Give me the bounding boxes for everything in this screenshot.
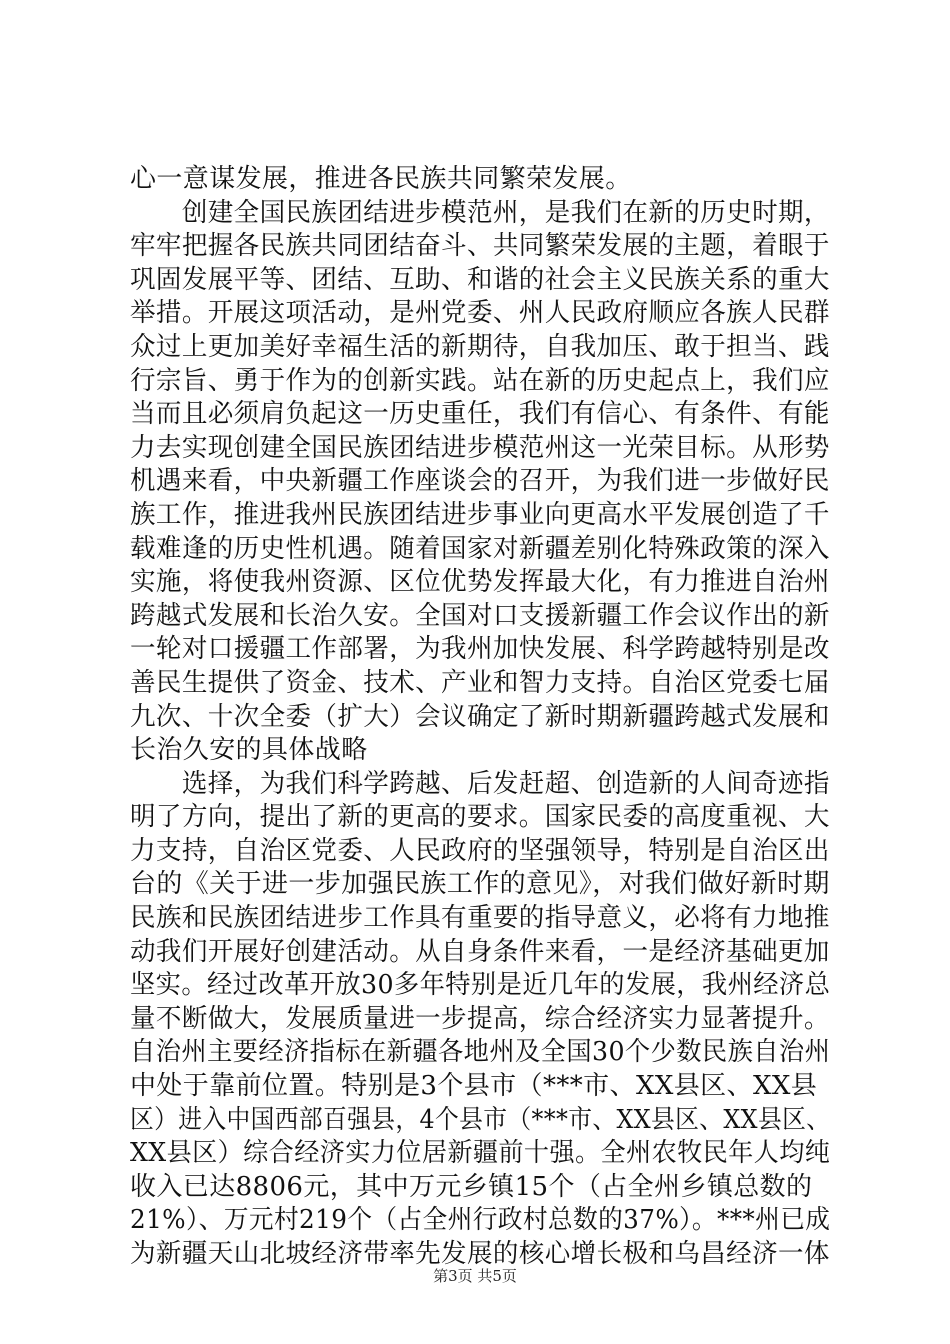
text-line: 行宗旨、勇于作为的创新实践。站在新的历史起点上，我们应 xyxy=(130,365,830,396)
text-line: 九次、十次全委（扩大）会议确定了新时期新疆跨越式发展和 xyxy=(130,701,830,732)
text-line: 举措。开展这项活动，是州党委、州人民政府顺应各族人民群 xyxy=(130,298,830,329)
text-line: 一轮对口援疆工作部署，为我州加快发展、科学跨越特别是改 xyxy=(130,634,830,665)
text-line: 民族和民族团结进步工作具有重要的指导意义，必将有力地推 xyxy=(130,903,830,934)
text-line: 众过上更加美好幸福生活的新期待，自我加压、敢于担当、践 xyxy=(130,331,830,362)
text-line: 量不断做大，发展质量进一步提高，综合经济实力显著提升。 xyxy=(130,1003,830,1034)
text-line: 心一意谋发展，推进各民族共同繁荣发展。 xyxy=(130,164,632,194)
text-line: 收入已达8806元，其中万元乡镇15个（占全州乡镇总数的 xyxy=(130,1171,813,1202)
text-line: 坚实。经过改革开放30多年特别是近几年的发展，我州经济总 xyxy=(130,970,831,1001)
text-line: 巩固发展平等、团结、互助、和谐的社会主义民族关系的重大 xyxy=(130,264,830,295)
text-line: 善民生提供了资金、技术、产业和智力支持。自治区党委七届 xyxy=(130,667,830,698)
text-line: 牢牢把握各民族共同团结奋斗、共同繁荣发展的主题，着眼于 xyxy=(130,231,830,262)
text-line: 动我们开展好创建活动。从自身条件来看，一是经济基础更加 xyxy=(130,936,830,967)
text-line: 载难逢的历史性机遇。随着国家对新疆差别化特殊政策的深入 xyxy=(130,533,830,564)
text-line: 21%）、万元村219个（占全州行政村总数的37%）。***州已成 xyxy=(130,1205,831,1236)
text-line: 创建全国民族团结进步模范州，是我们在新的历史时期， xyxy=(130,197,830,228)
text-line: 自治州主要经济指标在新疆各地州及全国30个少数民族自治州 xyxy=(130,1037,831,1068)
body-text xyxy=(130,163,830,1272)
text-line: 实施，将使我州资源、区位优势发挥最大化，有力推进自治州 xyxy=(130,567,830,598)
text-line: 族工作，推进我州民族团结进步事业向更高水平发展创造了千 xyxy=(130,499,830,530)
text-line: 机遇来看，中央新疆工作座谈会的召开，为我们进一步做好民 xyxy=(130,466,830,497)
text-line: 明了方向，提出了新的更高的要求。国家民委的高度重视、大 xyxy=(130,802,830,833)
text-line: 当而且必须肩负起这一历史重任，我们有信心、有条件、有能 xyxy=(130,399,830,430)
text-line: 跨越式发展和长治久安。全国对口支援新疆工作会议作出的新 xyxy=(130,600,830,631)
text-line: 中处于靠前位置。特别是3个县市（***市、XX县区、XX县 xyxy=(130,1071,818,1102)
text-line: 选择，为我们科学跨越、后发赶超、创造新的人间奇迹指 xyxy=(130,768,830,799)
text-line: 力支持，自治区党委、人民政府的坚强领导，特别是自治区出 xyxy=(130,835,830,866)
text-line: XX县区）综合经济实力位居新疆前十强。全州农牧民年人均纯 xyxy=(130,1138,831,1169)
text-line: 为新疆天山北坡经济带率先发展的核心增长极和乌昌经济一体 xyxy=(130,1239,830,1269)
page-footer: 第3页 共5页 xyxy=(433,1267,517,1285)
text-line: 台的《关于进一步加强民族工作的意见》，对我们做好新时期 xyxy=(130,869,830,900)
text-line: 力去实现创建全国民族团结进步模范州这一光荣目标。从形势 xyxy=(130,432,830,463)
text-line: 区）进入中国西部百强县，4个县市（***市、XX县区、XX县区、 xyxy=(130,1104,831,1135)
text-line: 长治久安的具体战略 xyxy=(130,735,368,766)
